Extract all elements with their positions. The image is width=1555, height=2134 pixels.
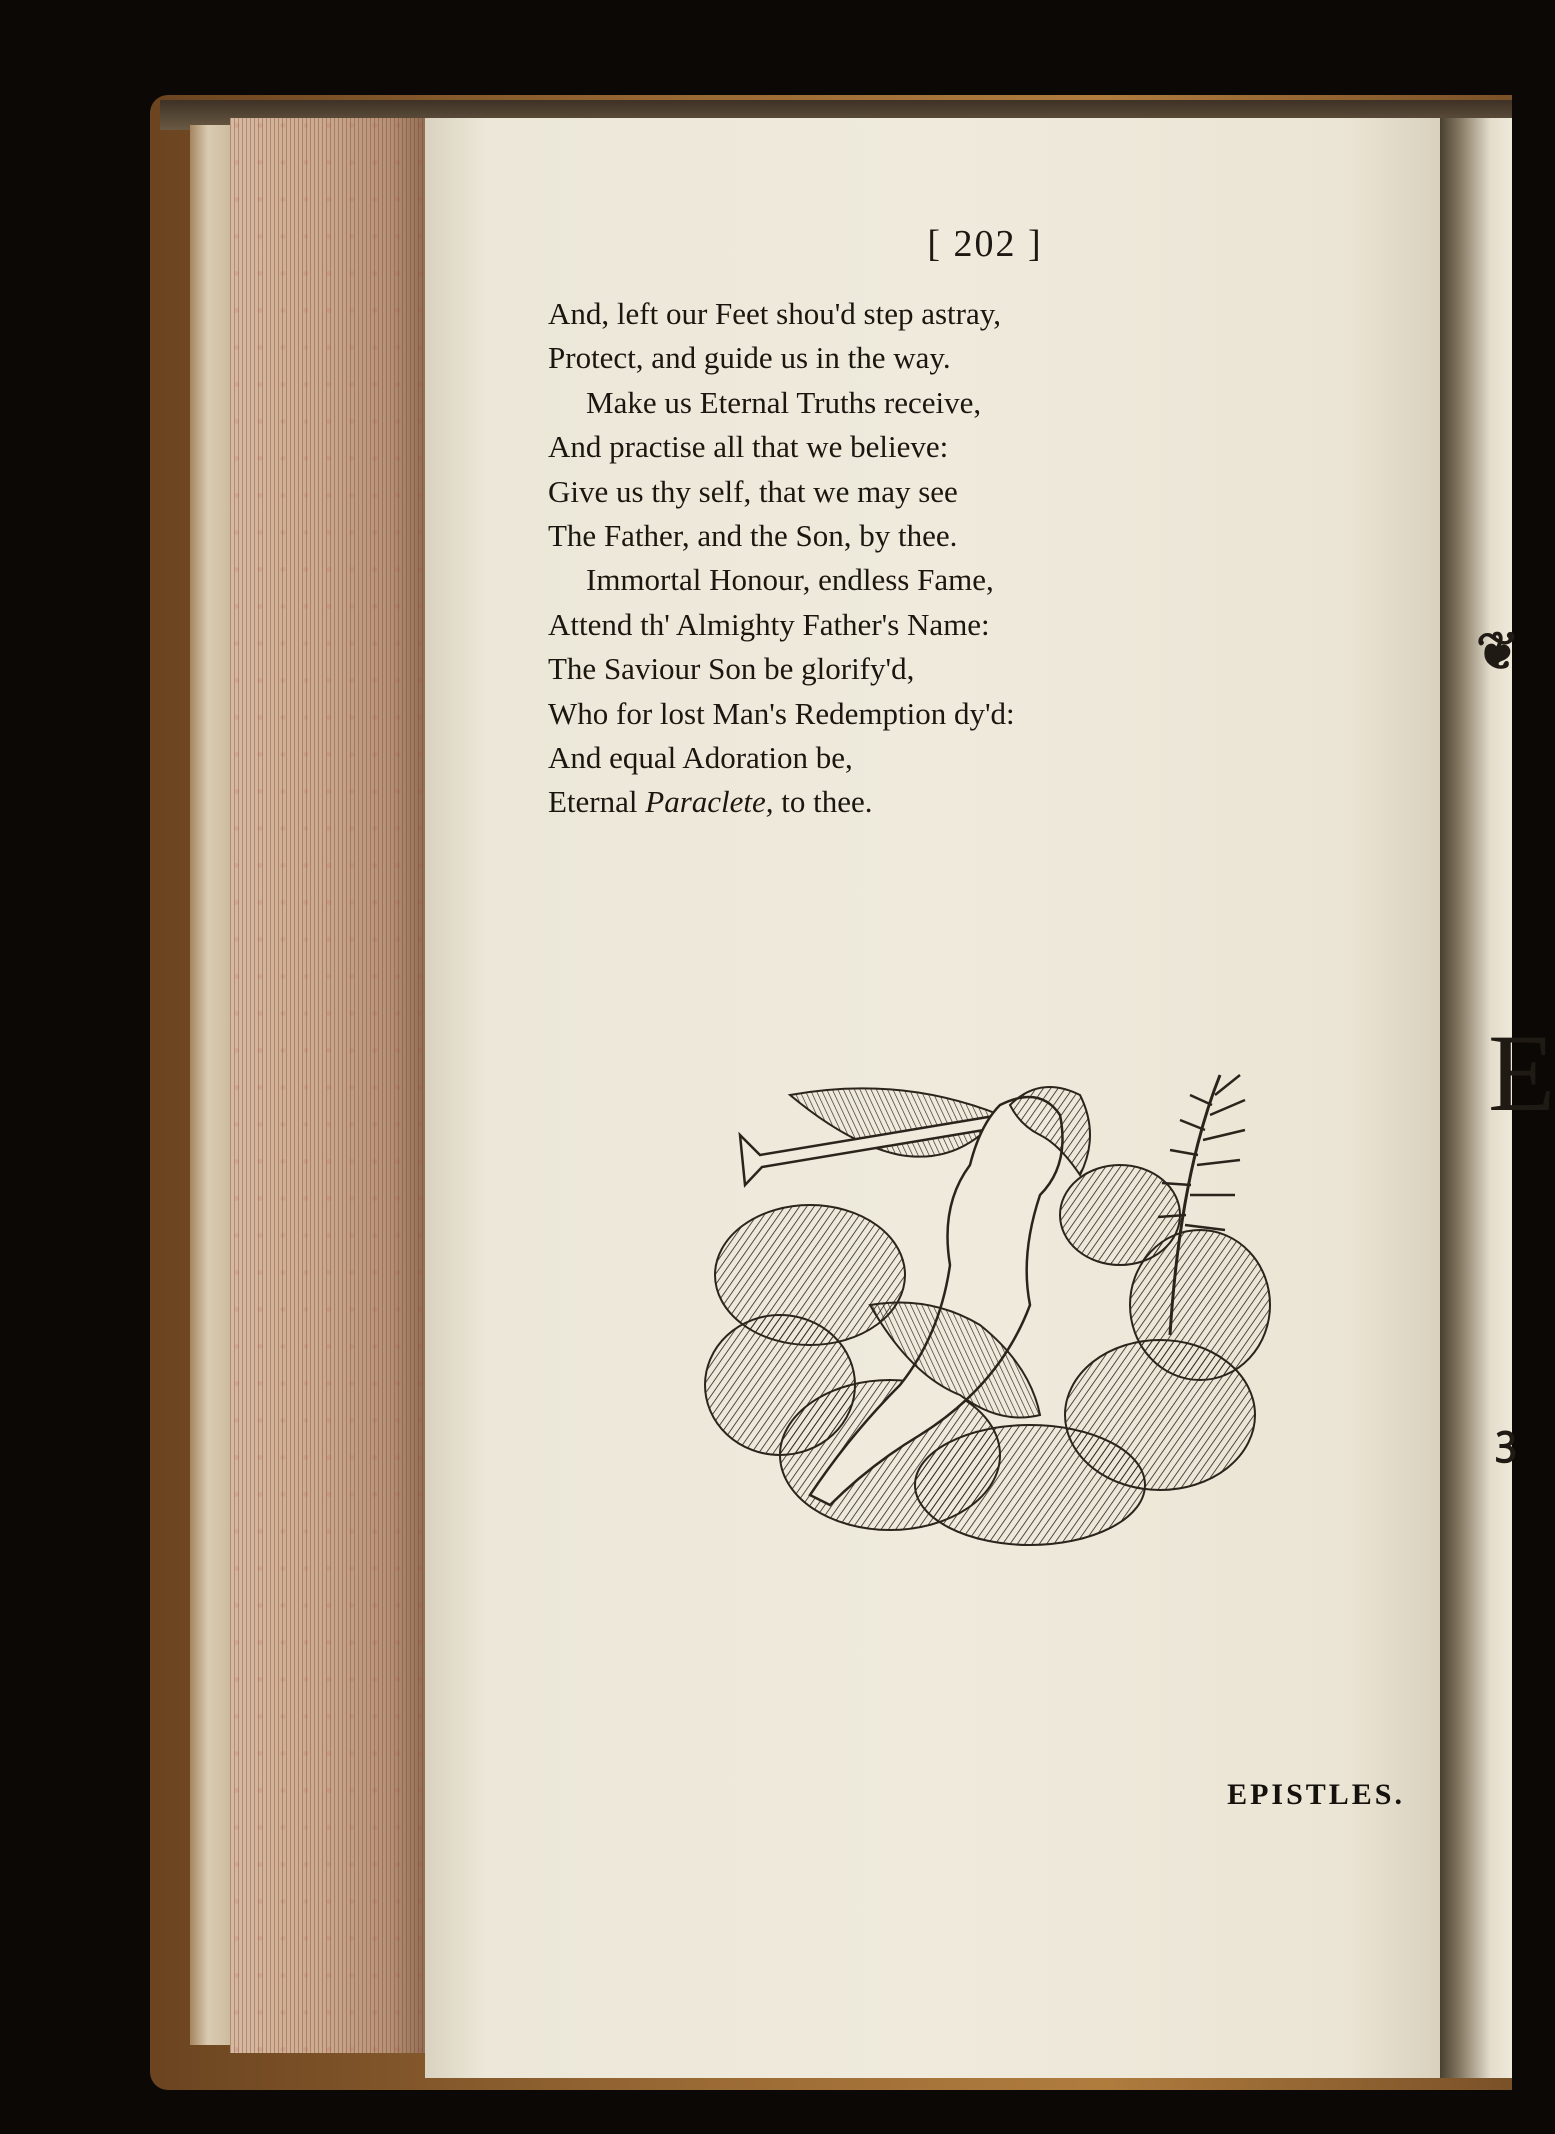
poem-text: [548, 292, 1188, 825]
poem-last-line: [548, 780, 1188, 824]
poem-line: And practise all that we believe:: [548, 429, 949, 465]
poem-line: The Saviour Son be glorify'd,: [548, 651, 915, 687]
facing-page-letter: E: [1488, 1012, 1555, 1134]
catchword: EPISTLES.: [1227, 1778, 1405, 1811]
angel-trumpet-icon: [700, 1055, 1300, 1575]
spine-edge: [190, 125, 235, 2045]
page-number: [ 202 ]: [927, 223, 1043, 265]
last-line-suffix: to thee.: [773, 784, 873, 820]
poem-line: Protect, and guide us in the way.: [548, 340, 951, 376]
poem-line: The Father, and the Son, by thee.: [548, 518, 958, 554]
page-edges: [230, 118, 430, 2053]
italic-word: Paraclete,: [645, 784, 774, 820]
poem-line: Immortal Honour, endless Fame,: [586, 562, 994, 598]
facing-page-ornament: ❦: [1476, 624, 1520, 681]
poem-line: Make us Eternal Truths receive,: [586, 384, 982, 420]
facing-page-mark: ꝫ: [1496, 1417, 1517, 1462]
poem-line: Attend th' Almighty Father's Name:: [548, 606, 990, 642]
poem-line: And, left our Feet shou'd step astray,: [548, 296, 1001, 331]
poem-line: Give us thy self, that we may see: [548, 473, 958, 509]
last-line-prefix: Eternal: [548, 784, 646, 820]
poem-line: And equal Adoration be,: [548, 740, 853, 776]
poem-line: Who for lost Man's Redemption dy'd:: [548, 695, 1015, 731]
